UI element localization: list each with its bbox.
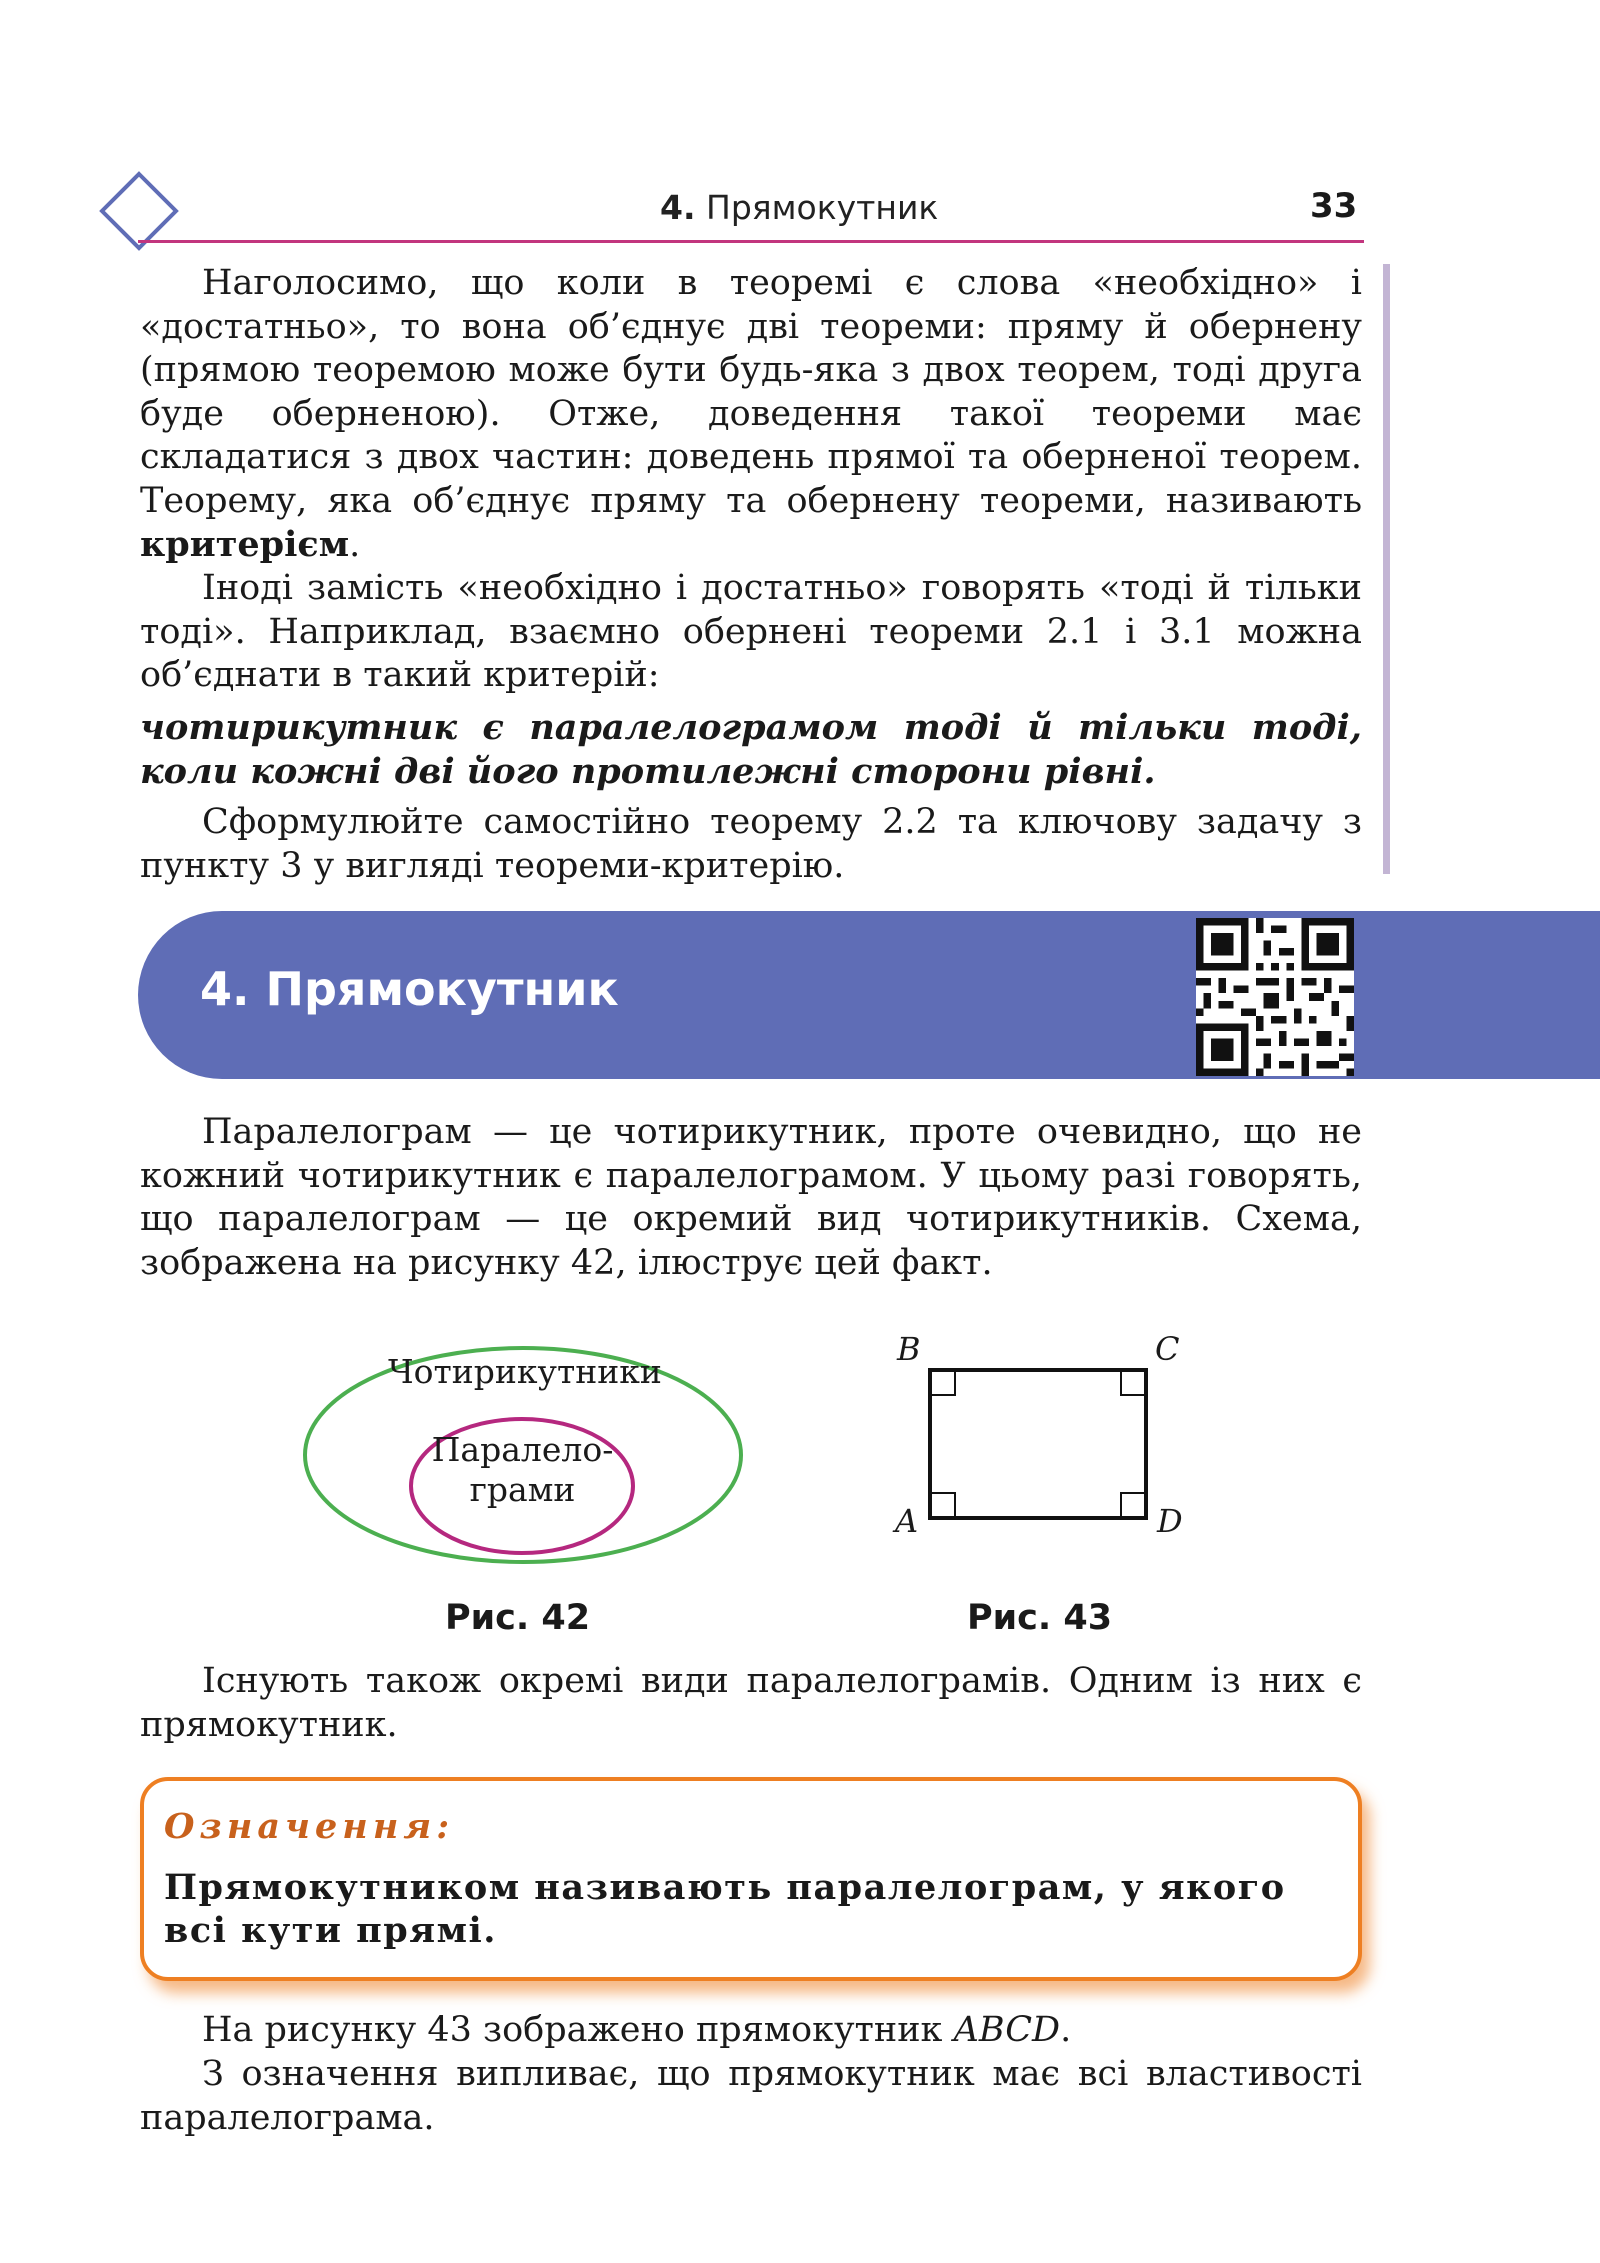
right-angle-mark-a: [930, 1493, 955, 1518]
section-heading: 4. Прямокутник: [200, 962, 619, 1016]
term-criterion: критерієм: [140, 524, 350, 565]
quadrilaterals-label: Чотирикутники: [388, 1352, 662, 1391]
intro-paragraph-3: Сформулюйте самостійно теорему 2.2 та ключову задачу з пункту 3 у вигляді теореми-критерію.: [140, 802, 1362, 886]
figure-43-caption: Рис. 43: [967, 1598, 1113, 1638]
definition-text: Прямокутником називають паралелограм, у якого всі кути прямі.: [164, 1867, 1286, 1951]
vertex-label-d: D: [1157, 1502, 1183, 1540]
vertex-label-b: B: [897, 1330, 921, 1368]
figure-43-rectangle: [920, 1360, 1160, 1530]
p3-text: На рисунку 43 зображено прямокутник: [202, 2010, 954, 2050]
header-rule: [138, 240, 1364, 243]
intro-paragraph-2: Іноді замість «необхідно і достатньо» говорять «тоді й тільки тоді». Наприклад, взаємно обернені теореми 2.1 і 3.1 можна об’єднати в такий критерій:: [140, 568, 1362, 695]
intro-p1-end: .: [349, 525, 361, 565]
vertex-label-c: C: [1155, 1330, 1180, 1368]
parallelograms-label-line1: Паралело-: [431, 1430, 614, 1469]
rectangle-name: ABCD: [953, 2010, 1061, 2050]
criterion-statement: чотирикутник є паралелограмом тоді й тільки тоді, коли кожні дві його протилежні сторони рівні.: [140, 707, 1362, 792]
qr-code-icon[interactable]: [1196, 918, 1354, 1076]
section-paragraph-3: [140, 2009, 1362, 2053]
right-angle-mark-d: [1121, 1493, 1146, 1518]
page-number: 33: [1310, 186, 1358, 226]
vertex-label-a: A: [895, 1502, 919, 1540]
parallelograms-label: [410, 1430, 635, 1510]
section-number: 4.: [660, 188, 696, 227]
figure-42-caption: Рис. 42: [445, 1598, 591, 1638]
running-header: [660, 188, 938, 227]
margin-bar: [1383, 264, 1390, 874]
p3-end: .: [1060, 2010, 1072, 2050]
intro-paragraph-1: [140, 262, 1362, 568]
right-angle-mark-c: [1121, 1370, 1146, 1395]
section-paragraph-4: З означення випливає, що прямокутник має всі властивості паралелограма.: [140, 2054, 1362, 2138]
intro-p1-text: Наголосимо, що коли в теоремі є слова «необхідно» і «достатньо», то вона об’єднує дві теореми: пряму й обернену (прямою теоремою може бути будь-яка з двох теорем, тоді друга буде оберненою). Отже, доведення такої теореми має складатися з двох частин: доведень прямої та оберненої теорем. Теорему, яка об’єднує пряму та обернену теореми, називають: [140, 263, 1362, 521]
section-paragraph-1: Паралелограм — це чотирикутник, проте очевидно, що не кожний чотирикутник є паралелограмом. У цьому разі говорять, що паралелограм — це окремий вид чотирикутників. Схема, зображена на рисунку 42, ілюструє цей факт.: [140, 1112, 1362, 1283]
definition-label: Означення:: [164, 1806, 455, 1847]
right-angle-mark-b: [930, 1370, 955, 1395]
parallelograms-label-line2: грами: [469, 1470, 576, 1509]
section-paragraph-2: Існують також окремі види паралелограмів. Одним із них є прямокутник.: [140, 1661, 1362, 1745]
section-title: Прямокутник: [706, 188, 939, 227]
